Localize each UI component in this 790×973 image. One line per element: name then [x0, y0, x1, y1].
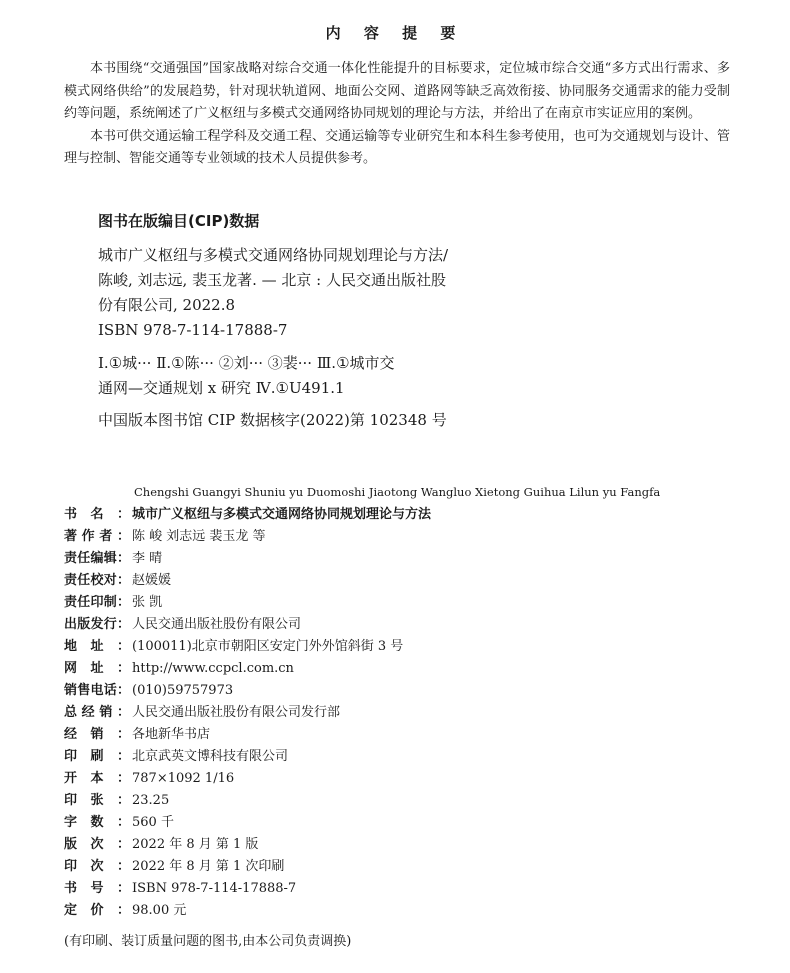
colophon-row	[64, 812, 744, 834]
colophon-value: 23.25	[132, 793, 170, 808]
abstract-paragraph: 本书围绕“交通强国”国家战略对综合交通一体化性能提升的目标要求，定位城市综合交通“多方式出行需求、多模式网络供给”的发展趋势，针对现状轨道网、地面公交网、道路网等缺乏高效衔接、协同服务交通需求的能力受制约等问题，系统阐述了广义枢纽与多模式交通网络协同规划的理论与方法，并给出了在南京市实证应用的案例。	[64, 61, 730, 121]
colophon-value: 北京武英文博科技有限公司	[132, 749, 289, 764]
colophon-label: 地 址 ：	[64, 639, 130, 654]
colophon-value: (100011)北京市朝阳区安定门外外馆斜街 3 号	[132, 639, 404, 654]
cip-classification	[98, 351, 518, 401]
colophon-value: http://www.ccpcl.com.cn	[132, 661, 294, 676]
colophon-value: 城市广义枢纽与多模式交通网络协同规划理论与方法	[132, 507, 432, 522]
colophon-label: 印 刷 ：	[64, 749, 130, 764]
colophon-value: 2022 年 8 月 第 1 版	[132, 837, 259, 852]
pinyin-title: Chengshi Guangyi Shuniu yu Duomoshi Jiaotong Wangluo Xietong Guihua Lilun yu Fangfa	[134, 485, 661, 499]
cip-isbn-line: ISBN 978-7-114-17888-7	[98, 321, 288, 339]
colophon-row	[64, 724, 744, 746]
colophon-value: 人民交通出版社股份有限公司发行部	[132, 705, 341, 720]
colophon-value: 各地新华书店	[132, 727, 211, 742]
colophon-label: 责 任 印 制 ：	[64, 595, 130, 610]
colophon-row	[64, 636, 744, 658]
colophon-row	[64, 790, 744, 812]
abstract-paragraph: 本书可供交通运输工程学科及交通工程、交通运输等专业研究生和本科生参考使用，也可为交通规划与设计、管理与控制、智能交通等专业领域的技术人员提供参考。	[64, 128, 730, 166]
colophon-row	[64, 702, 744, 724]
cip-description	[98, 243, 518, 318]
colophon-row	[64, 834, 744, 856]
colophon	[64, 504, 744, 922]
colophon-row	[64, 658, 744, 680]
cip-record	[98, 408, 518, 433]
cip-record-line: 中国版本图书馆 CIP 数据核字(2022)第 102348 号	[98, 411, 447, 429]
colophon-label: 销 售 电 话 ：	[64, 683, 130, 698]
cip-line: 城市广义枢纽与多模式交通网络协同规划理论与方法/	[98, 246, 449, 264]
colophon-label: 经 销 ：	[64, 727, 130, 742]
colophon-row	[64, 680, 744, 702]
colophon-value: 赵媛媛	[132, 573, 172, 588]
colophon-value: 陈 峻 刘志远 裴玉龙 等	[132, 529, 266, 544]
colophon-row	[64, 592, 744, 614]
cip-isbn	[98, 318, 518, 343]
cip-line: 份有限公司, 2022.8	[98, 296, 236, 314]
colophon-row	[64, 856, 744, 878]
colophon-label: 责 任 校 对 ：	[64, 573, 130, 588]
cip-line: 通网—交通规划 x 研究 Ⅳ.①U491.1	[98, 379, 345, 397]
colophon-value: 98.00 元	[132, 903, 187, 918]
cip-heading: 图书在版编目(CIP)数据	[98, 212, 260, 230]
cip-line: 陈峻, 刘志远, 裴玉龙著. — 北京 : 人民交通出版社股	[98, 271, 446, 289]
colophon-value: 560 千	[132, 815, 174, 830]
colophon-row	[64, 570, 744, 592]
colophon-label: 印 次 ：	[64, 859, 130, 874]
abstract	[64, 58, 730, 171]
colophon-value: ISBN 978-7-114-17888-7	[132, 881, 297, 896]
colophon-row	[64, 878, 744, 900]
colophon-label: 定 价 ：	[64, 903, 130, 918]
colophon-label: 总 经 销 ：	[64, 705, 130, 720]
colophon-row	[64, 768, 744, 790]
colophon-label: 书 号 ：	[64, 881, 130, 896]
colophon-value: (010)59757973	[132, 683, 234, 698]
colophon-label: 书 名 ：	[64, 507, 130, 522]
summary-title: 内 容 提 要	[325, 24, 465, 42]
colophon-label: 出 版 发 行 ：	[64, 617, 130, 632]
colophon-value: 2022 年 8 月 第 1 次印刷	[132, 859, 285, 874]
colophon-value: 人民交通出版社股份有限公司	[132, 617, 302, 632]
cip-line: Ⅰ.①城··· Ⅱ.①陈··· ②刘··· ③裴··· Ⅲ.①城市交	[98, 354, 395, 372]
colophon-label: 责 任 编 辑 ：	[64, 551, 130, 566]
quality-note: (有印刷、装订质量问题的图书,由本公司负责调换)	[64, 934, 352, 949]
colophon-value: 李 晴	[132, 551, 163, 566]
colophon-label: 网 址 ：	[64, 661, 130, 676]
colophon-value: 张 凯	[132, 595, 163, 610]
colophon-label: 版 次 ：	[64, 837, 130, 852]
colophon-label: 著 作 者 ：	[64, 529, 130, 544]
colophon-row	[64, 614, 744, 636]
colophon-value: 787×1092 1/16	[132, 771, 235, 786]
colophon-label: 开 本 ：	[64, 771, 130, 786]
colophon-label: 印 张 ：	[64, 793, 130, 808]
colophon-row	[64, 504, 744, 526]
colophon-row	[64, 900, 744, 922]
colophon-row	[64, 548, 744, 570]
colophon-label: 字 数 ：	[64, 815, 130, 830]
colophon-row	[64, 526, 744, 548]
colophon-row	[64, 746, 744, 768]
